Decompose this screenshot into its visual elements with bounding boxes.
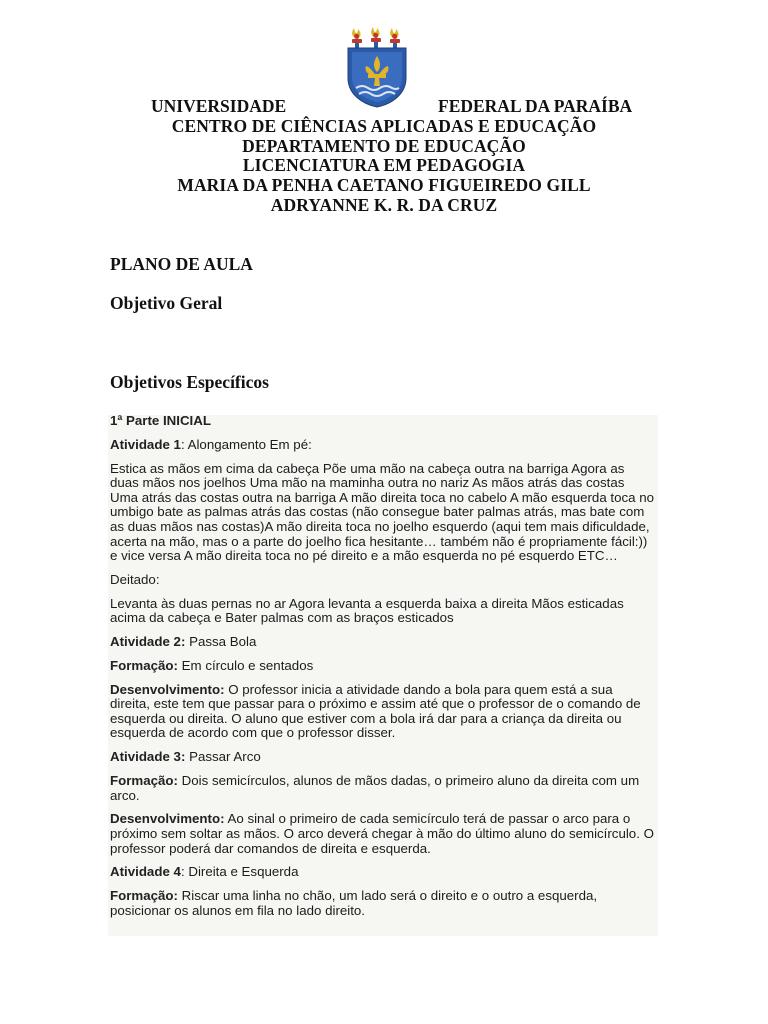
university-crest-icon [344, 26, 410, 108]
formacao-3-text: Dois semicírculos, alunos de mãos dadas, o primeiro aluno da direita com um arco. [110, 772, 640, 803]
atividade-4-text: : Direita e Esquerda [180, 864, 299, 880]
atividade-1-label: Atividade 1 [110, 436, 181, 452]
deitado-label: Deitado: [110, 571, 160, 587]
atividade-1 [110, 438, 656, 453]
atividade-4 [110, 865, 656, 880]
desenvolvimento-3 [110, 812, 656, 856]
header-department-line: DEPARTAMENTO DE EDUCAÇÃO [242, 136, 526, 156]
deitado-description: Levanta às duas pernas no ar Agora levanta a esquerda baixa a direita Mãos esticadas acima da cabeça e Bater palmas com as braços esticados [110, 595, 624, 626]
formacao-2-text: Em círculo e sentados [177, 657, 314, 673]
header-course-line: LICENCIATURA EM PEDAGOGIA [242, 155, 526, 175]
atividade-3-label: Atividade 3: [110, 749, 186, 765]
header-center-line: CENTRO DE CIÊNCIAS APLICADAS E EDUCAÇÃO [171, 116, 597, 136]
formacao-3 [110, 774, 656, 803]
formacao-2-label: Formação: [110, 657, 178, 673]
atividade-3-text: Passar Arco [185, 749, 261, 765]
header-author-1: MARIA DA PENHA CAETANO FIGUEIREDO GILL [177, 175, 591, 195]
formacao-4-label: Formação: [110, 888, 178, 904]
lesson-content [110, 414, 656, 927]
objetivos-especificos-heading: Objetivos Específicos [110, 372, 269, 392]
desenvolvimento-2 [110, 683, 656, 741]
atividade-2-label: Atividade 2: [110, 634, 186, 650]
atividade-2-text: Passa Bola [185, 634, 257, 650]
desenvolvimento-2-text: O professor inicia a atividade dando a bola para quem está a sua direita, este tem que passar para o próximo e assim até que o professor de o comando de esquerda ou direita. O aluno que estiver com a bola irá dar para a criança da direita ou esquerda de acordo com que o professor disser. [110, 681, 641, 741]
formacao-2 [110, 659, 656, 674]
desenvolvimento-2-label: Desenvolvimento: [110, 681, 225, 697]
formacao-4 [110, 889, 656, 918]
atividade-2 [110, 635, 656, 650]
atividade-4-label: Atividade 4 [110, 864, 181, 880]
desenvolvimento-3-text: Ao sinal o primeiro de cada semicírculo terá de passar o arco para o próximo sem soltar as mãos. O arco deverá chegar à mão do último aluno do semicírculo. O professor poderá dar comandos de direita e esquerda. [110, 811, 654, 856]
document-title: PLANO DE AULA [110, 254, 253, 274]
formacao-3-label: Formação: [110, 772, 178, 788]
header-author-2: ADRYANNE K. R. DA CRUZ [270, 195, 498, 215]
atividade-1-description: Estica as mãos em cima da cabeça Põe uma mão na cabeça outra na barriga Agora as duas mãos nos joelhos Uma mão na maminha outra no nariz As mãos atrás das costas Uma atrás das costas outra na barriga A mão direita toca no cabelo A mão esquerda toca no umbigo bate as palmas atrás das costas (não consegue bater palmas atrás, mas bate com as duas mãos nas costas)A mão direita toca no joelho esquerdo (aqui tem mais dificuldade, acerta na mão, mas o a parte do joelho fica hesitante… também não é propriamente fácil:)) e vice versa A mão direita toca no pé direito e a mão esquerda no pé esquerdo ETC… [110, 460, 655, 564]
atividade-1-text: : Alongamento Em pé: [180, 436, 312, 452]
formacao-4-text: Riscar uma linha no chão, um lado será o direito e o outro a esquerda, posicionar os alunos em fila no lado direito. [110, 888, 598, 918]
header-university-left: UNIVERSIDADE [151, 96, 287, 116]
objetivo-geral-heading: Objetivo Geral [110, 293, 223, 313]
desenvolvimento-3-label: Desenvolvimento: [110, 811, 225, 827]
atividade-3 [110, 750, 656, 765]
part-label: 1ª Parte INICIAL [110, 413, 211, 428]
header-university-right: FEDERAL DA PARAÍBA [438, 96, 633, 116]
